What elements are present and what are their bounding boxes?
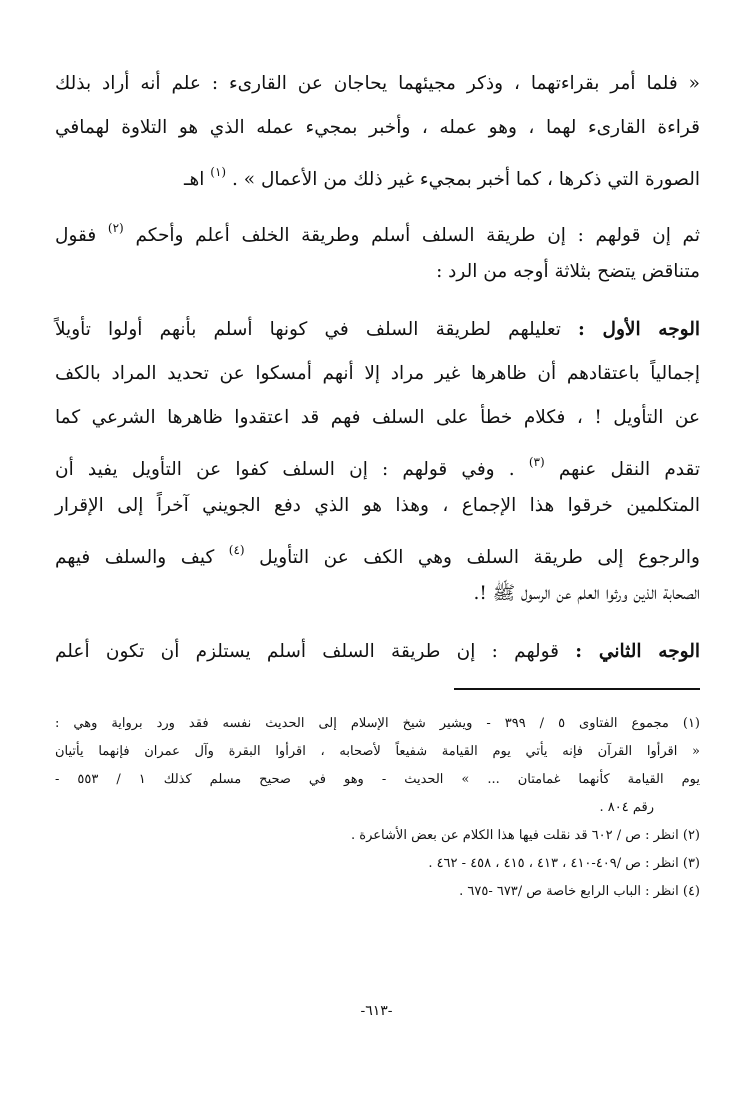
paragraph-3-line-7: الصحابة الذين ورثوا العلم عن الرسول ﷺ !.: [473, 583, 700, 604]
paragraph-2-line-1: [55, 206, 700, 250]
paragraph-3-line-6-start: والرجوع إلى طريقة السلف وهي الكف عن التأويل: [259, 547, 700, 568]
footnote-ref-3: (٣): [528, 455, 545, 469]
paragraph-3-text: تعليلهم لطريقة السلف في كونها أسلم بأنهم أولوا تأويلاً: [55, 319, 561, 340]
footnote-ref-2: (٢): [107, 221, 124, 235]
footnote-1-line-2: « اقرأوا القرآن فإنه يأتي يوم القيامة شفيعاً لأصحابه ، اقرأوا البقرة وآل عمران فإنهما يأتيان: [55, 744, 700, 759]
footnote-4: (٤) انظر : الباب الرابع خاصة ص /٦٧٣ -٦٧٥ .: [459, 884, 700, 899]
paragraph-1-line-1: « فلما أمر بقراءتهما ، وذكر مجيئهما يحاجان عن القارىء : علم أنه أراد بذلك: [55, 73, 700, 94]
paragraph-3-line-4-end: . وفي قولهم : إن السلف كفوا عن التأويل يفيد أن: [55, 459, 515, 480]
footnote-3: (٣) انظر : ص /٤٠٩-٤١٠ ، ٤١٣ ، ٤١٥ ، ٤٥٨ - ٤٦٢ .: [428, 856, 700, 871]
paragraph-3-line-6: [55, 528, 700, 572]
footnote-1-line-4: رقم ٨٠٤ .: [599, 800, 654, 815]
footnote-1-line-3: يوم القيامة كأنهما غمامتان ... » الحديث - وهو في صحيح مسلم كذلك ١ / ٥٥٣ -: [55, 772, 700, 787]
footnote-separator: [454, 688, 700, 690]
paragraph-1-text: الصورة التي ذكرها ، كما أخبر بمجيء غير ذلك من الأعمال » .: [231, 169, 700, 190]
paragraph-3-line-4: [55, 440, 700, 484]
paragraph-3-line-4-start: تقدم النقل عنهم: [558, 459, 701, 480]
paragraph-4-line-1: [55, 630, 700, 674]
footnote-ref-4: (٤): [228, 543, 245, 557]
paragraph-2-line-2: متناقض يتضح بثلاثة أوجه من الرد :: [436, 261, 700, 282]
paragraph-1-line-3: [55, 150, 700, 194]
paragraph-2-text-start: ثم إن قولهم : إن طريقة السلف أسلم وطريقة الخلف أعلم وأحكم: [135, 225, 700, 246]
paragraph-3-line-1: [55, 308, 700, 352]
footnote-1-line-1: (١) مجموع الفتاوى ٥ / ٣٩٩ - ويشير شيخ الإسلام إلى الحديث نفسه فقد ورد برواية وهي :: [55, 716, 700, 731]
second-aspect-heading: الوجه الثاني :: [575, 641, 700, 662]
footnote-2: (٢) انظر : ص / ٦٠٢ قد نقلت فيها هذا الكلام عن بعض الأشاعرة .: [351, 828, 700, 843]
footnotes: [55, 710, 700, 906]
paragraph-1-line-2: قراءة القارىء لهما ، وهو عمله ، وأخبر بمجيء عمله الذي هو التلاوة لهمافي: [55, 117, 700, 138]
paragraph-3-line-3: عن التأويل ! ، فكلام خطأ على السلف فهم قد اعتقدوا ظاهرها الشرعي كما: [55, 407, 700, 428]
quote-end-mark: اهـ: [184, 169, 205, 190]
paragraph-3-line-5: المتكلمين خرقوا هذا الإجماع ، وهذا هو الذي دفع الجويني آخراً إلى الإقرار: [55, 495, 700, 516]
first-aspect-heading: الوجه الأول :: [578, 319, 700, 340]
paragraph-3-line-2: إجمالياً باعتقادهم أن ظاهرها غير مراد إلا أنهم أمسكوا عن تحديد المراد بالكف: [55, 363, 700, 384]
footnote-ref-1: (١): [210, 165, 227, 179]
page-number: -٦١٣-: [360, 1003, 393, 1019]
paragraph-4-text: قولهم : إن طريقة السلف أسلم يستلزم أن تكون أعلم: [55, 641, 560, 662]
main-text: [55, 62, 701, 899]
paragraph-3-line-6-end: كيف والسلف فيهم: [55, 547, 215, 568]
paragraph-2-text-end: فقول: [55, 225, 97, 246]
